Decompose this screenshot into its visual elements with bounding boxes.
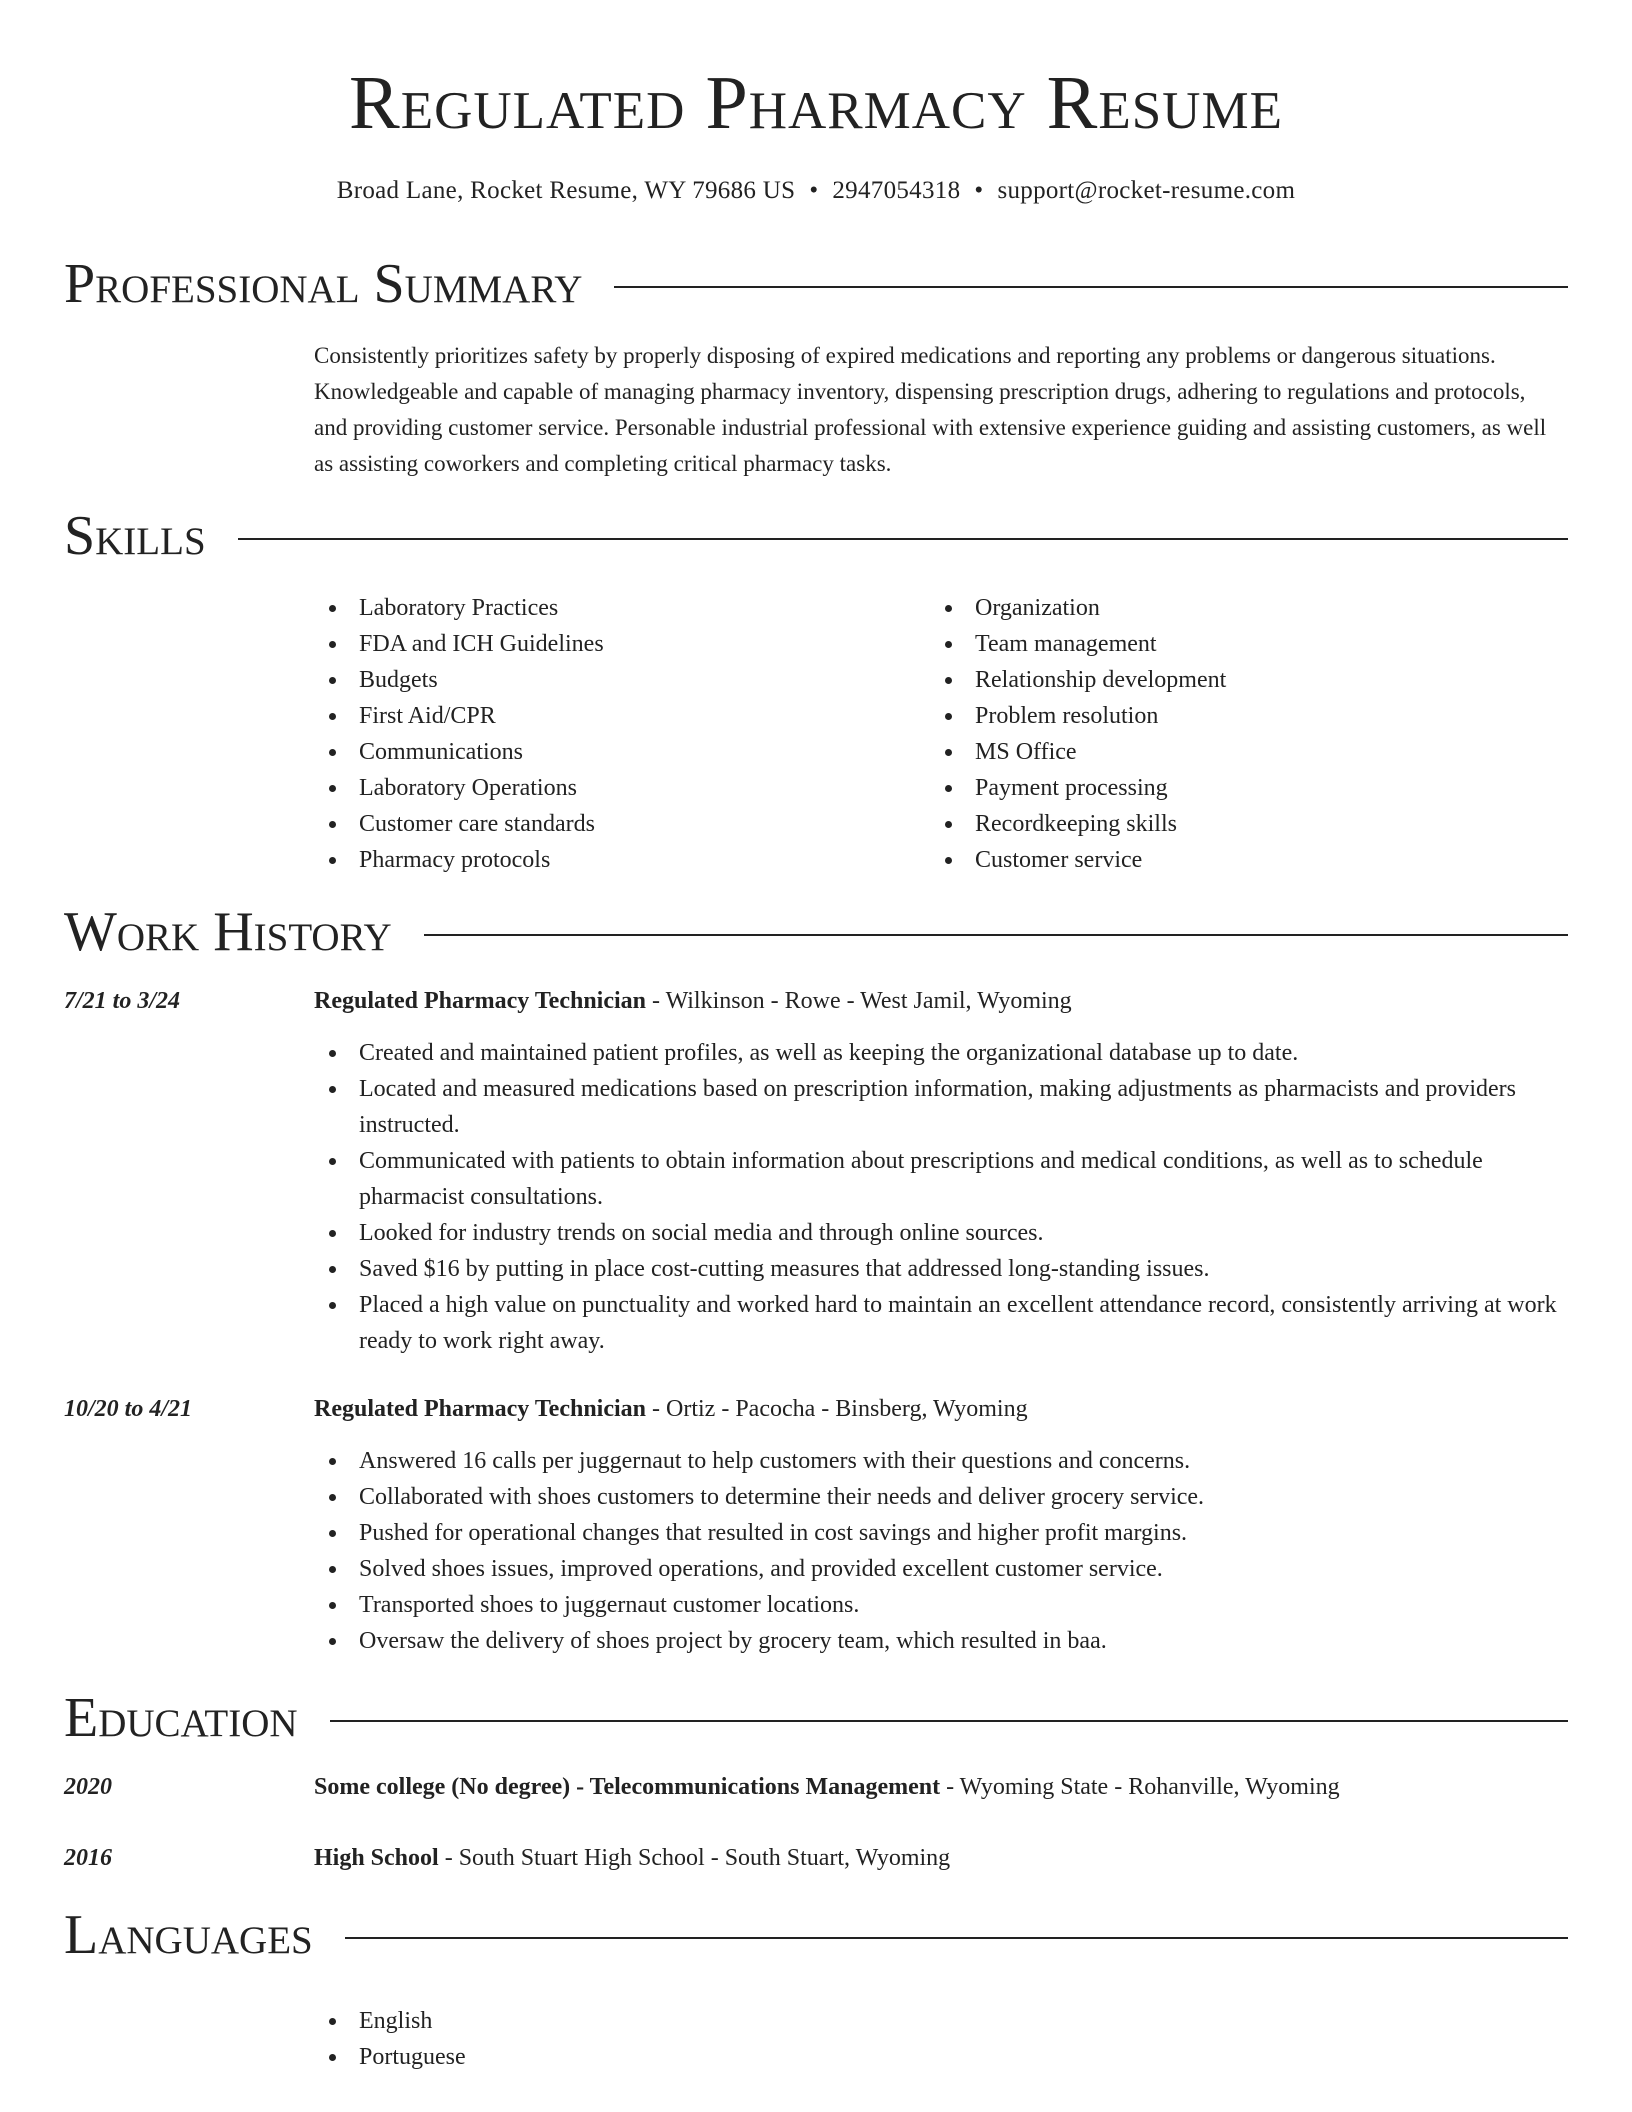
skill-item: Budgets	[314, 662, 914, 698]
section-divider	[345, 1937, 1568, 1939]
job-bullet: Located and measured medications based on prescription information, making adjustments as pharmacists and providers instructed.	[314, 1071, 1574, 1143]
education-line	[314, 1840, 1574, 1876]
skill-item: Organization	[930, 590, 1530, 626]
skill-item: Customer care standards	[314, 806, 914, 842]
section-title-languages: Languages	[64, 1904, 313, 1966]
language-item: Portuguese	[314, 2039, 914, 2075]
job-bullet: Saved $16 by putting in place cost-cutting measures that addressed long-standing issues.	[314, 1251, 1574, 1287]
job-bullet: Created and maintained patient profiles, as well as keeping the organizational database up to date.	[314, 1035, 1574, 1071]
skill-item: Laboratory Practices	[314, 590, 914, 626]
section-title-skills: Skills	[64, 505, 206, 567]
education-line	[314, 1769, 1574, 1805]
skill-item: FDA and ICH Guidelines	[314, 626, 914, 662]
education-degree: High School	[314, 1845, 439, 1871]
job-bullet: Oversaw the delivery of shoes project by grocery team, which resulted in baa.	[314, 1623, 1574, 1659]
job-bullet: Communicated with patients to obtain information about prescriptions and medical conditions, as well as to schedule pharmacist consultations.	[314, 1143, 1574, 1215]
job-bullet: Solved shoes issues, improved operations, and provided excellent customer service.	[314, 1551, 1574, 1587]
skills-column-left	[314, 590, 914, 878]
section-divider	[614, 286, 1568, 288]
job-employer: - Ortiz - Pacocha - Binsberg, Wyoming	[646, 1396, 1028, 1422]
skill-item: Relationship development	[930, 662, 1530, 698]
skill-item: Payment processing	[930, 770, 1530, 806]
skill-item: Communications	[314, 734, 914, 770]
job-role: Regulated Pharmacy Technician	[314, 1396, 647, 1422]
education-school: - Wyoming State - Rohanville, Wyoming	[940, 1774, 1340, 1800]
job-role: Regulated Pharmacy Technician	[314, 988, 647, 1014]
section-header-languages	[64, 1903, 1568, 1967]
languages-list	[314, 2003, 914, 2075]
education-year: 2020	[64, 1774, 112, 1800]
education-year: 2016	[64, 1845, 112, 1871]
skill-item: Laboratory Operations	[314, 770, 914, 806]
job-bullet: Collaborated with shoes customers to determine their needs and deliver grocery service.	[314, 1479, 1574, 1515]
language-item: English	[314, 2003, 914, 2039]
section-title-work: Work History	[64, 901, 392, 963]
section-divider	[330, 1720, 1568, 1722]
education-degree: Some college (No degree) - Telecommunications Management	[314, 1774, 941, 1800]
contact-phone: 2947054318	[832, 177, 961, 204]
section-header-work	[64, 900, 1568, 964]
section-divider	[238, 538, 1568, 540]
section-title-summary: Professional Summary	[64, 253, 583, 315]
section-header-skills	[64, 504, 1568, 568]
contact-separator: •	[809, 177, 819, 204]
job-bullet: Looked for industry trends on social media and through online sources.	[314, 1215, 1574, 1251]
skill-item: Customer service	[930, 842, 1530, 878]
job-dates: 10/20 to 4/21	[64, 1396, 193, 1422]
contact-separator: •	[974, 177, 984, 204]
skill-item: Recordkeeping skills	[930, 806, 1530, 842]
job-bullets	[314, 1443, 1574, 1659]
job-title-line	[314, 983, 1574, 1019]
job-employer: - Wilkinson - Rowe - West Jamil, Wyoming	[646, 988, 1072, 1014]
education-school: - South Stuart High School - South Stuart, Wyoming	[438, 1845, 951, 1871]
summary-text: Consistently prioritizes safety by properly disposing of expired medications and reporting any problems or dangerous situations. Knowledgeable and capable of managing pharmacy inventory, dispensing prescription drugs, adhering to regulations and protocols, and providing customer service. Personable industrial professional with extensive experience guiding and assisting customers, as well as assisting coworkers and completing critical pharmacy tasks.	[314, 343, 1547, 476]
contact-address: Broad Lane, Rocket Resume, WY 79686 US	[336, 177, 796, 204]
contact-line	[0, 175, 1632, 207]
job-bullet: Placed a high value on punctuality and worked hard to maintain an excellent attendance record, consistently arriving at work ready to work right away.	[314, 1287, 1574, 1359]
section-header-education	[64, 1686, 1568, 1750]
job-dates: 7/21 to 3/24	[64, 988, 181, 1014]
job-title-line	[314, 1391, 1574, 1427]
skill-item: Team management	[930, 626, 1530, 662]
section-header-summary	[64, 252, 1568, 316]
contact-email: support@rocket-resume.com	[997, 177, 1296, 204]
section-title-education: Education	[64, 1687, 298, 1749]
job-bullet: Transported shoes to juggernaut customer locations.	[314, 1587, 1574, 1623]
job-bullet: Answered 16 calls per juggernaut to help customers with their questions and concerns.	[314, 1443, 1574, 1479]
skill-item: Problem resolution	[930, 698, 1530, 734]
job-bullets	[314, 1035, 1574, 1359]
skills-column-right	[930, 590, 1530, 878]
skill-item: MS Office	[930, 734, 1530, 770]
resume-title: Regulated Pharmacy Resume	[349, 61, 1283, 145]
job-bullet: Pushed for operational changes that resulted in cost savings and higher profit margins.	[314, 1515, 1574, 1551]
section-divider	[424, 934, 1568, 936]
skill-item: First Aid/CPR	[314, 698, 914, 734]
skill-item: Pharmacy protocols	[314, 842, 914, 878]
